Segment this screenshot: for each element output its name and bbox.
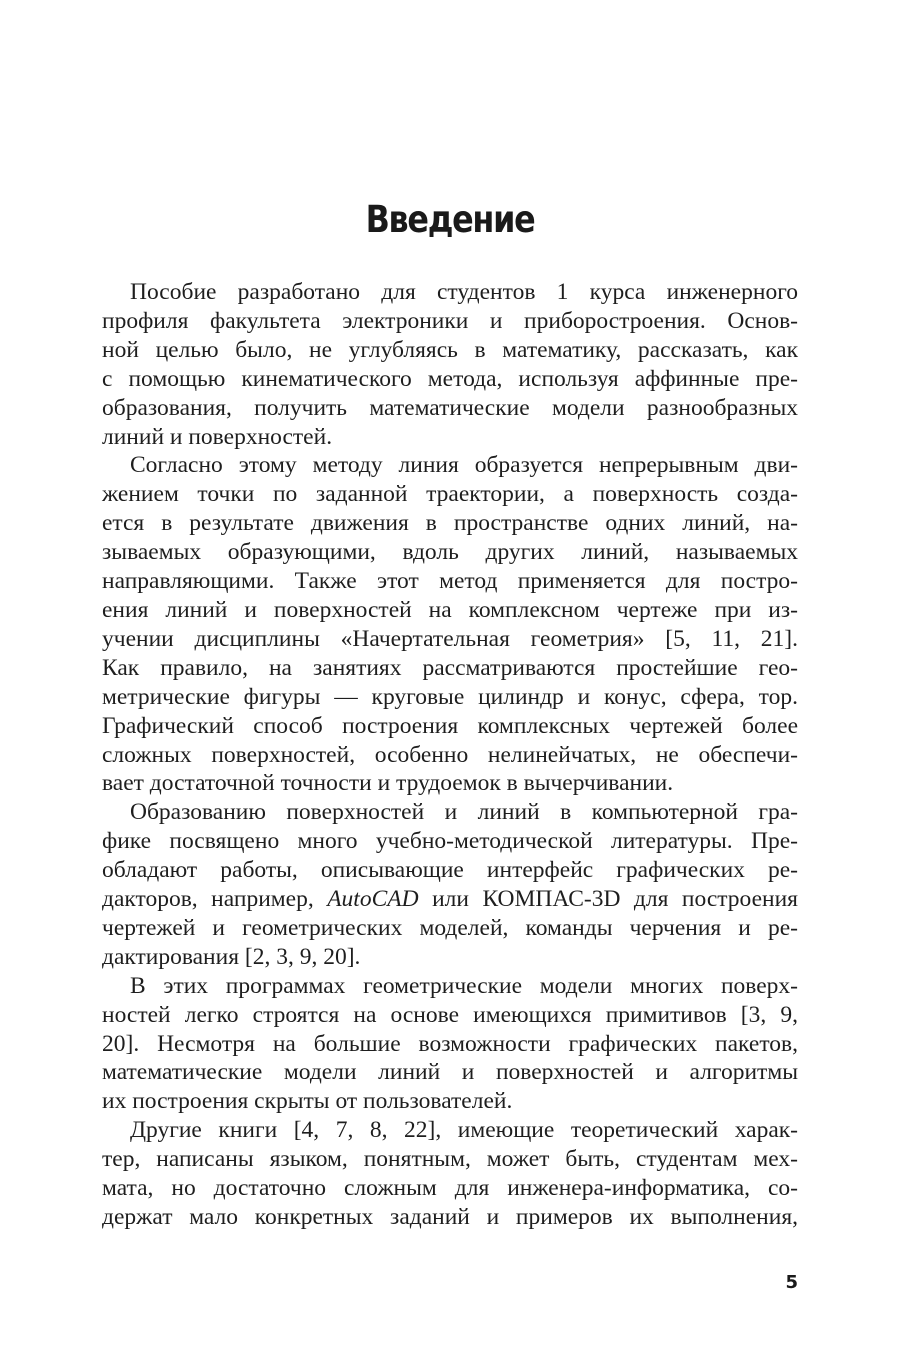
text-line: Образованию поверхностей и линий в компьютерной гра- — [130, 799, 798, 826]
paragraph-2 — [102, 451, 798, 798]
text-line: направляющими. Также этот метод применяется для постро- — [102, 568, 798, 595]
text-line: дактирования [2, 3, 9, 20]. — [102, 943, 361, 970]
paragraph-1 — [102, 278, 798, 451]
text-line: линий и поверхностей. — [102, 423, 333, 450]
text-line — [102, 885, 798, 914]
text-line: жением точки по заданной траектории, а поверхность созда- — [102, 481, 798, 508]
text-line: метрические фигуры — круговые цилиндр и конус, сфера, тор. — [102, 683, 798, 710]
text-line: ностей легко строятся на основе имеющихся примитивов [3, 9, — [102, 1001, 798, 1028]
paragraph-5 — [102, 1116, 798, 1232]
paragraph-4 — [102, 972, 798, 1117]
text-line: фике посвящено много учебно-методической литературы. Пре- — [102, 828, 798, 855]
text-line: обладают работы, описывающие интерфейс графических ре- — [102, 857, 798, 884]
text-line: ется в результате движения в пространстве одних линий, на- — [102, 510, 798, 537]
text-line: Другие книги [4, 7, 8, 22], имеющие теоретический харак- — [130, 1117, 798, 1144]
software-name-italic: AutoCAD — [327, 886, 419, 913]
text-segment: дакторов, например, — [102, 886, 328, 913]
text-line: сложных поверхностей, особенно нелинейчатых, не обеспечи- — [102, 741, 798, 768]
text-line: их построения скрыты от пользователей. — [102, 1088, 513, 1115]
text-line: 20]. Несмотря на большие возможности графических пакетов, — [102, 1030, 798, 1057]
text-line: профиля факультета электроники и приборостроения. Основ- — [102, 307, 798, 334]
body-text — [102, 278, 798, 1232]
text-line: В этих программах геометрические модели многих поверх- — [130, 972, 798, 999]
text-line: Пособие разработано для студентов 1 курса инженерного — [130, 279, 798, 305]
text-line: ения линий и поверхностей на комплексном чертеже при из- — [102, 596, 798, 623]
text-segment: или КОМПАС-3D для построения — [418, 886, 798, 913]
text-line: мата, но достаточно сложным для инженера-информатика, со- — [102, 1175, 798, 1202]
text-line: Графический способ построения комплексных чертежей более — [102, 712, 798, 739]
text-line: Согласно этому методу линия образуется непрерывным дви- — [130, 452, 798, 479]
text-line: ной целью было, не углубляясь в математику, рассказать, как — [102, 336, 798, 363]
text-line: Как правило, на занятиях рассматриваются простейшие гео- — [102, 654, 798, 681]
paragraph-3 — [102, 798, 798, 971]
text-line: с помощью кинематического метода, используя аффинные пре- — [102, 365, 798, 392]
page-number: 5 — [785, 1272, 798, 1293]
text-line: математические модели линий и поверхностей и алгоритмы — [102, 1059, 798, 1086]
chapter-title: Введение — [365, 198, 535, 241]
text-line: чертежей и геометрических моделей, команды черчения и ре- — [102, 914, 798, 941]
text-line: учении дисциплины «Начертательная геометрия» [5, 11, 21]. — [102, 625, 798, 652]
text-line: зываемых образующими, вдоль других линий, называемых — [102, 539, 798, 566]
text-line: вает достаточной точности и трудоемок в вычерчивании. — [102, 770, 674, 797]
text-line: тер, написаны языком, понятным, может быть, студентам мех- — [102, 1146, 798, 1173]
text-line: держат мало конкретных заданий и примеров их выполнения, — [102, 1204, 798, 1230]
text-line: образования, получить математические модели разнообразных — [102, 394, 798, 421]
